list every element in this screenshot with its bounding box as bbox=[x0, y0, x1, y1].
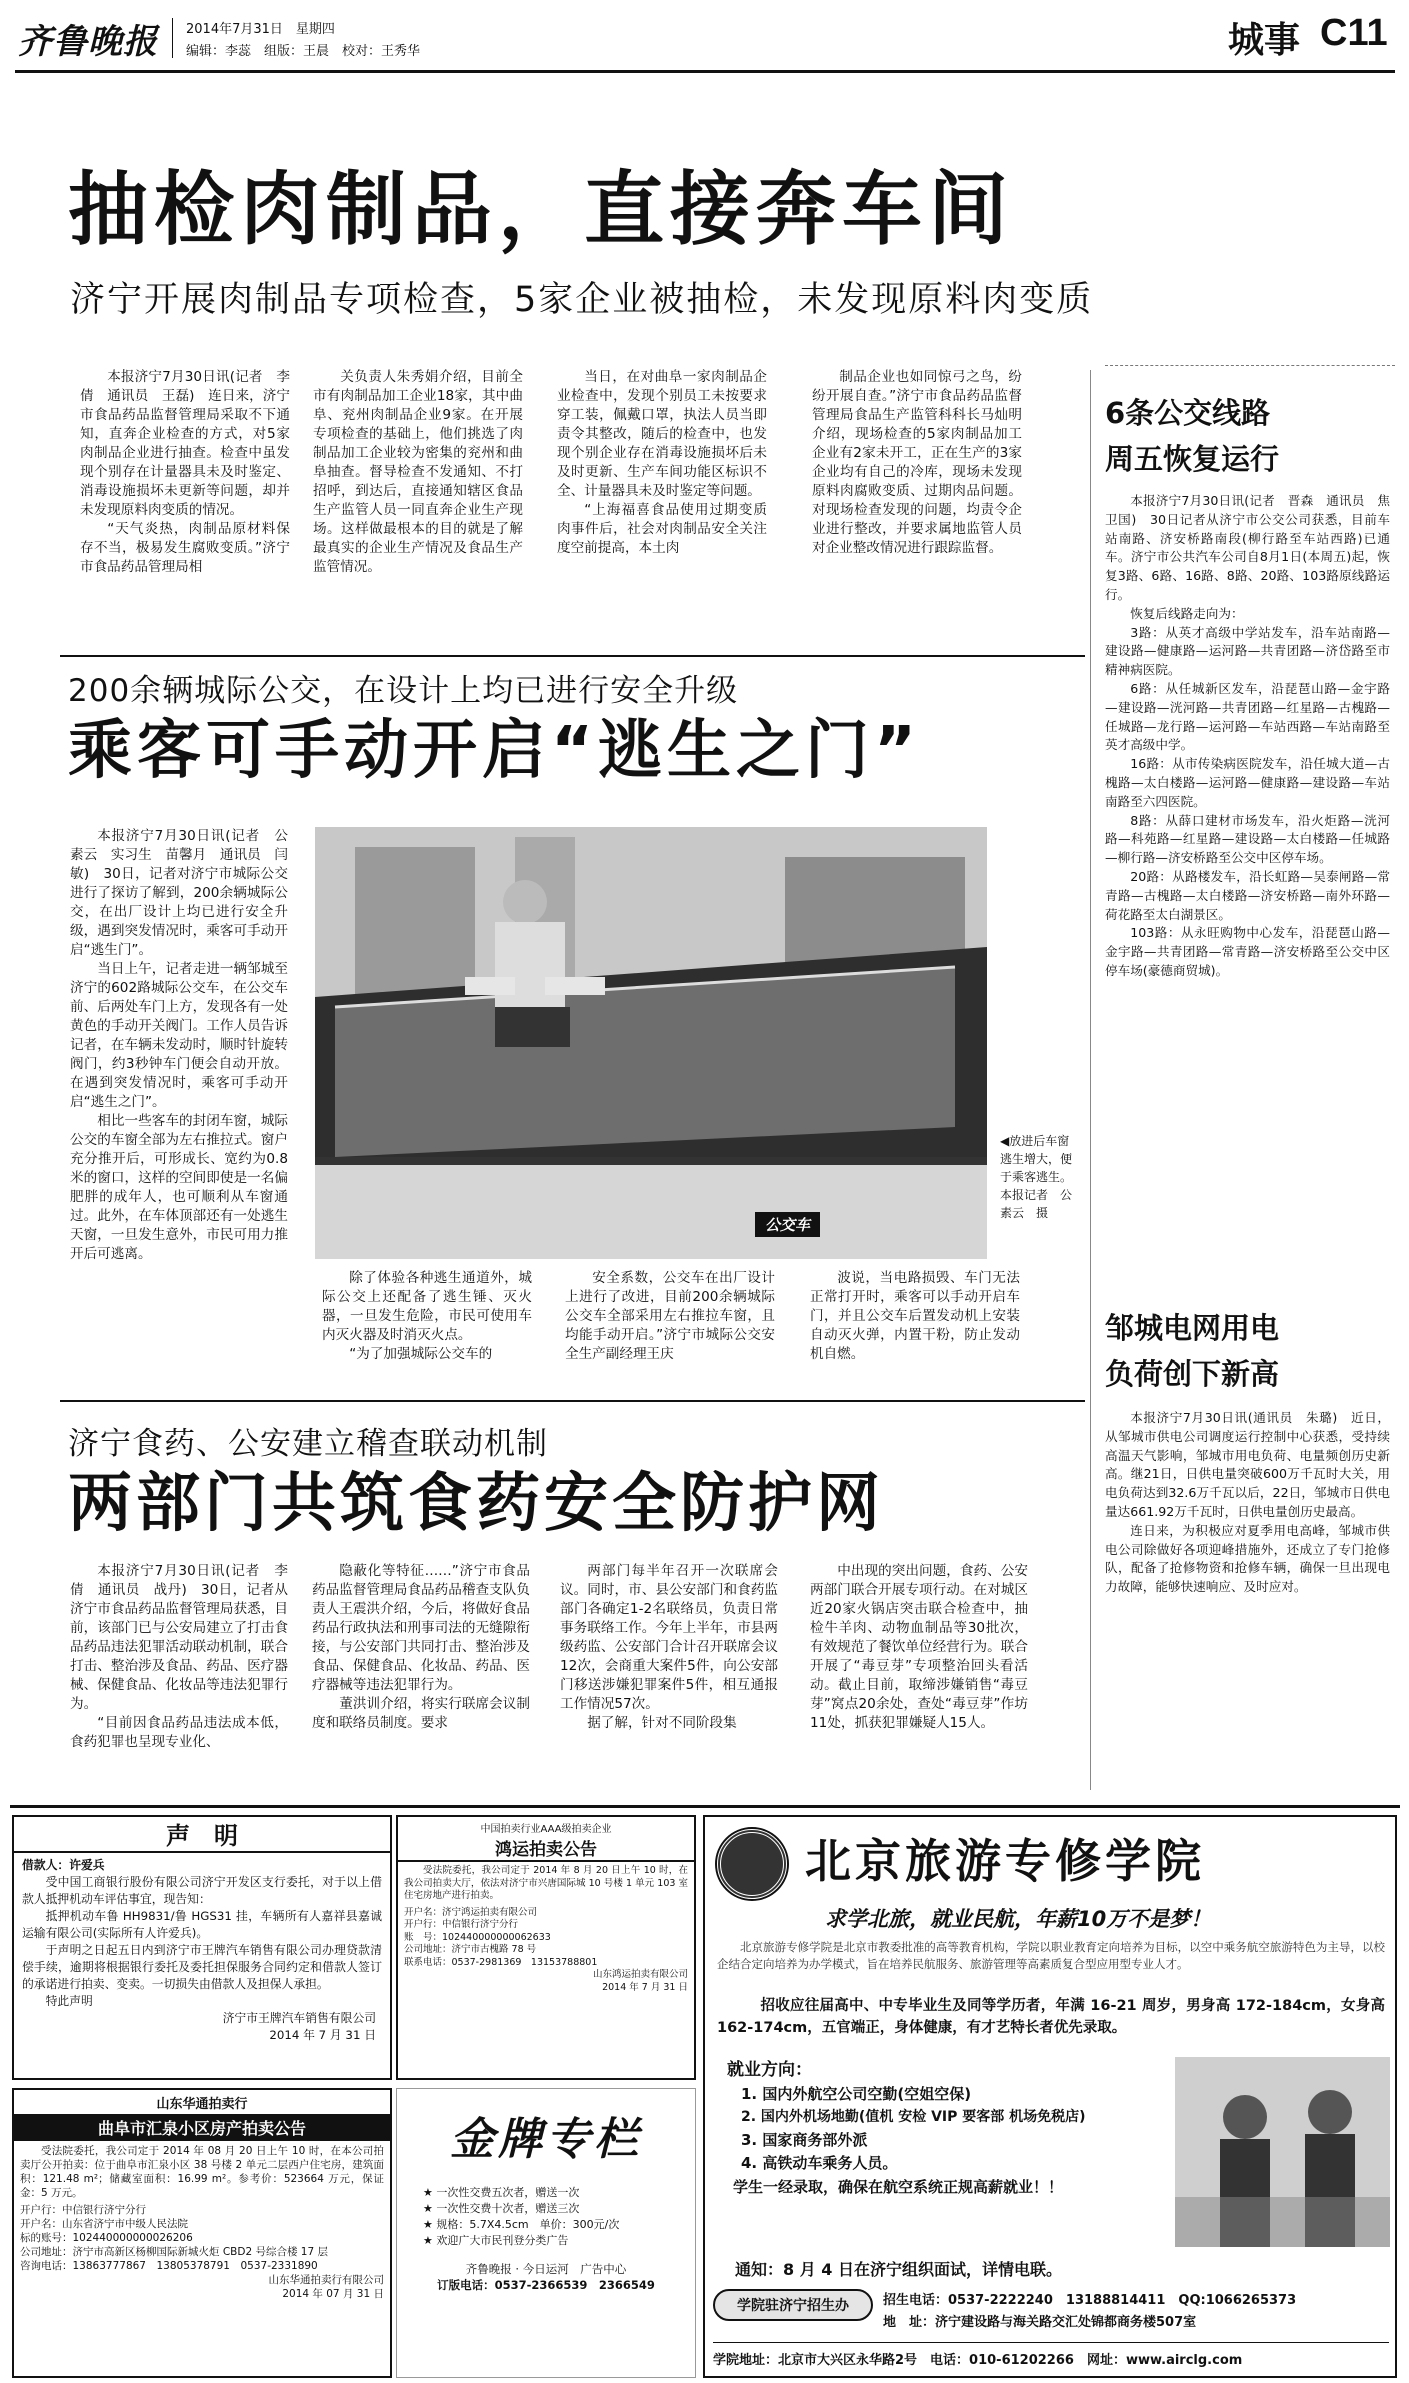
school-logo bbox=[717, 1829, 787, 1899]
ad-details: 开户行：中信银行济宁分行 开户名：山东省济宁市中级人民法院 标的账号：102440000000026206 公司地址：济宁市高新区杨柳国际新城火炬 CBD2 号综合楼 17 层 咨询电话：13863777867 13805378791 0537-2331890 山东华通拍卖行有限公司 2014 年 07 月 31 日 bbox=[20, 2204, 384, 2300]
side-body: 本报济宁7月30日讯(通讯员 朱璐) 近日，从邹城市供电公司调度运行控制中心获悉，受持续高温天气影响，邹城市用电负荷、电量频创历史新高。继21日，日供电量突破600万千瓦时大关，用电负荷达到32.6万千瓦以后，22日，邹城市日供电量达661.92万千瓦时，日供电量创历史最高。 连日来，为积极应对夏季用电高峰，邹城市供电公司除做好各项迎峰措施外，还成立了专门抢修队，配备了抢修物资和抢修车辆，确保一旦出现电力故障，能够快速响应、及时应对。 bbox=[1105, 1410, 1390, 1595]
school-enrollment: 招收应往届高中、中专毕业生及同等学历者，年满 16-21 周岁，男身高 172-184cm，女身高 162-174cm，五官端正，身体健康，有才艺特长者优先录取。 bbox=[717, 1998, 1385, 2036]
news-photo-bus-window bbox=[315, 827, 987, 1259]
school-name: 北京旅游专修学院 bbox=[805, 1834, 1205, 1888]
newspaper-logo: 齐鲁晚报 bbox=[18, 22, 158, 62]
ad-title: 鸿运拍卖公告 bbox=[398, 1835, 694, 1862]
ad-body: 受法院委托，我公司定于 2014 年 8 月 20 日上午 10 时，在我公司拍卖大厅，依法对济宁市兴唐国际城 10 号楼 1 单元 103 室住宅房地产进行拍卖。 bbox=[404, 1865, 688, 1901]
admission-phone: 招生电话：0537-2222240 13188814411 QQ:1066265373 bbox=[883, 2293, 1297, 2308]
side-top-rule bbox=[1105, 365, 1395, 366]
ad-auction-huatong bbox=[12, 2088, 392, 2378]
ad-declaration bbox=[12, 1815, 392, 2080]
article-column: 本报济宁7月30日讯(记者 李倩 通讯员 战丹) 30日，记者从济宁市食品药品监督管理局获悉，目前，该部门已与公安局建立了打击食品药品违法犯罪活动联动机制，联合打击、整治涉及食品、药品、医疗器械、保健食品、化妆品等违法犯罪行为。 “目前因食品药品违法成本低，食药犯罪也呈现专业化、 bbox=[70, 1563, 288, 1750]
headline: 乘客可手动开启“逃生之门” bbox=[68, 714, 922, 788]
ad-auction-hongyun bbox=[396, 1815, 696, 2080]
side-article-power-load bbox=[1105, 1305, 1390, 1597]
masthead-rule bbox=[15, 70, 1395, 73]
article-column: 中出现的突出问题，食药、公安两部门联合开展专项行动。在对城区近20家火锅店突击联合检查中，抽检牛羊肉、动物血制品等30批次，有效规范了餐饮单位经营行为。联合开展了“毒豆芽”专项整治回头看活动。截止目前，取缔涉嫌销售“毒豆芽”窝点20余处，查处“毒豆芽”作坊11处，抓获犯罪嫌疑人15人。 bbox=[810, 1563, 1028, 1731]
school-intro: 北京旅游专修学院是北京市教委批准的高等教育机构，学院以职业教育定向培养为目标，以空中乘务航空旅游特色为主导，以校企结合定向培养为办学模式，旨在培养民航服务、旅游管理等高素质复合型应用型专业人才。 bbox=[717, 1940, 1385, 1971]
ads-rule bbox=[10, 1805, 1400, 1808]
article-column: 波说，当电路损毁、车门无法正常打开时，乘客可以手动开启车门，并且公交车后置发动机上安装自动灭火弹，内置干粉，防止发动机自燃。 bbox=[810, 1270, 1020, 1362]
masthead-divider bbox=[172, 18, 173, 58]
editor-credits: 编辑：李蕊 组版：王晨 校对：王秀华 bbox=[186, 44, 421, 59]
side-headline: 负荷创下新高 bbox=[1105, 1357, 1280, 1391]
ad-body: 受法院委托，我公司定于 2014 年 08 月 20 日上午 10 时，在本公司拍卖厅公开拍卖：位于曲阜市汇泉小区 38 号楼 2 单元二层西户住宅房，建筑面积：121.48 m²；储藏室面积：16.99 m²。参考价：523664 万元，保证金：5 万元。 bbox=[20, 2145, 384, 2199]
kicker: 济宁食药、公安建立稽查联动机制 bbox=[68, 1426, 548, 1462]
ad-title: 声 明 bbox=[14, 1821, 390, 1853]
ad-org: 中国拍卖行业AAA级拍卖企业 bbox=[480, 1824, 612, 1835]
article-meat-inspection bbox=[60, 160, 1100, 620]
bus-sign: 公交车 bbox=[755, 1212, 820, 1237]
article-bus-escape bbox=[60, 655, 1085, 1365]
side-body: 本报济宁7月30日讯(记者 晋森 通讯员 焦卫国) 30日记者从济宁市公交公司获悉，目前车站南路、济安桥路南段(柳行路至车站西路)已通车。济宁市公共汽车公司自8月1日(本周五)起，恢复3路、6路、16路、8路、20路、103路原线路运行。 恢复后线路走向为： 3路：从英才高级中学站发车，沿车站南路—建设路—健康路—运河路—共青团路—济岱路至市精神病医院。 6路：从任城新区发车，沿琵琶山路—金宇路—建设路—洸河路—共青团路—红星路—古槐路—任城路—龙行路—运河路—车站西路—车站南路至英才高级中学。 16路：从市传染病医院发车，沿任城大道—古槐路—太白楼路—运河路—健康路—建设路—车站南路至六四医院。 8路：从薛口建材市场发车，沿火炬路—洸河路—科苑路—红星路—建设路—太白楼路—任城路—柳行路—济安桥路至公交中区停车场。 20路：从路楼发车，沿长虹路—吴泰闸路—常青路—古槐路—太白楼路—济安桥路—南外环路—荷花路至太白湖景区。 103路：从永旺购物中心发车，沿琵琶山路—金宇路—共青团路—常青路—济安桥路至公交中区停车场(豪德商贸城)。 bbox=[1105, 493, 1390, 978]
article-column: 除了体验各种逃生通道外，城际公交上还配备了逃生锤、灭火器，一旦发生危险，市民可使用车内灭火器及时消灭火点。 “为了加强城际公交车的 bbox=[322, 1270, 532, 1362]
headline: 两部门共筑食药安全防护网 bbox=[68, 1467, 884, 1541]
page-number: C11 bbox=[1320, 12, 1388, 54]
ad-gold-title: 金牌专栏 bbox=[450, 2114, 642, 2165]
ad-body: 借款人：许爱兵 受中国工商银行股份有限公司济宁开发区支行委托，对于以上借款人抵押机动车评估事宜，现告知： 抵押机动车鲁 HH9831/鲁 HGS31 挂，车辆所有人嘉祥县嘉诚运输有限公司(实际所有人许爱兵)。 于声明之日起五日内到济宁市王牌汽车销售有限公司办理贷款清偿手续，逾期将根据银行委托及委托担保服务合同约定和借款人签订的承诺进行拍卖、变卖。一切损失由借款人及担保人承担。 特此声明 济宁市王牌汽车销售有限公司 2014 年 7 月 31 日 bbox=[22, 1858, 382, 2042]
article-column: 两部门每半年召开一次联席会议。同时，市、县公安部门和食药监部门各确定1-2名联络员，负责日常事务联络工作。今年上半年，市县两级药监、公安部门合计召开联席会议12次，会商重大案件5件，向公安部门移送涉嫌犯罪案件5件，相互通报工作情况57次。 据了解，针对不同阶段集 bbox=[560, 1563, 778, 1731]
ad-gold-footer: 齐鲁晚报 · 今日运河 广告中心 bbox=[465, 2262, 627, 2276]
article-column: 制品企业也如同惊弓之鸟，纷纷开展自查。”济宁市食品药品监督管理局食品生产监管科科长马灿明介绍，现场检查的5家肉制品加工企业有2家未开工，正在生产的3家企业均有自己的冷库，现场未发现原料肉腐败变质、过期肉品问题。对现场检查发现的问题，均责令企业进行整改，并要求属地监管人员对企业整改情况进行跟踪监督。 bbox=[812, 369, 1022, 556]
article-column: 关负责人朱秀娟介绍，目前全市有肉制品加工企业18家，其中曲阜、兖州肉制品企业9家。在开展专项检查的基础上，他们挑选了肉制品加工企业较为密集的兖州和曲阜抽查。督导检查不发通知、不打招呼，到达后，直接通知辖区食品生产监管人员一同直奔企业生产现场。这样做最根本的目的就是了解最真实的企业生产情况及食品生产监管情况。 bbox=[313, 369, 523, 575]
photo-caption: ◀放进后车窗逃生增大，便于乘客逃生。本报记者 公素云 摄 bbox=[1000, 1134, 1073, 1220]
school-slogan: 求学北旅，就业民航，年薪10万不是梦！ bbox=[825, 1907, 1212, 1931]
ad-gold-items: ★ 一次性交费五次者，赠送一次 ★ 一次性交费十次者，赠送三次 ★ 规格：5.7X4.5cm 单价：300元/次 ★ 欢迎广大市民刊登分类广告 bbox=[423, 2186, 620, 2247]
ad-gold-phone: 订版电话：0537-2366539 2366549 bbox=[437, 2278, 655, 2292]
kicker: 200余辆城际公交，在设计上均已进行安全升级 bbox=[68, 673, 739, 709]
article-food-drug-police bbox=[60, 1400, 1085, 1800]
employment-directions: 就业方向： 1. 国内外航空公司空勤(空姐空保) 2. 国内外机场地勤(值机 安检 VIP 要客部 机场免税店) 3. 国家商务部外派 4. 高铁动车乘务人员。 学生一经录取，确保在航空系统正规高薪就业！！ bbox=[727, 2060, 1086, 2196]
flight-attendant-photo bbox=[1175, 2057, 1390, 2247]
admission-address: 地 址：济宁建设路与海关路交汇处锦都商务楼507室 bbox=[883, 2315, 1197, 2330]
side-headline: 周五恢复运行 bbox=[1105, 442, 1280, 476]
article-column: 当日，在对曲阜一家肉制品企业检查中，发现个别员工未按要求穿工装，佩戴口罩，执法人员当即责令其整改，随后的检查中，也发现个别企业存在消毒设施损坏后未及时更新、生产车间功能区标识不全、计量器具未及时鉴定等问题。 “上海福喜食品使用过期变质肉事件后，社会对肉制品安全关注度空前提高，本土肉 bbox=[557, 369, 767, 556]
ad-beijing-tourism-college bbox=[703, 1815, 1397, 2378]
headline: 抽检肉制品，直接奔车间 bbox=[68, 163, 1014, 256]
side-headline: 邹城电网用电 bbox=[1105, 1311, 1280, 1345]
interview-notice: 通知：8 月 4 日在济宁组织面试，详情电联。 bbox=[735, 2260, 1062, 2279]
article-column: 安全系数，公交车在出厂设计上进行了改进，目前200余辆城际公交车全部采用左右推拉车窗，且均能手动开启。”济宁市城际公交安全生产副经理王庆 bbox=[565, 1270, 775, 1362]
ad-gold-column bbox=[396, 2088, 696, 2378]
school-address: 学院地址：北京市大兴区永华路2号 电话：010-61202266 网址：www.airclg.com bbox=[713, 2342, 1389, 2368]
article-column: 本报济宁7月30日讯(记者 公素云 实习生 苗馨月 通讯员 闫敏) 30日，记者对济宁市城际公交进行了探访了解到，200余辆城际公交，在出厂设计上均已进行安全升级，遇到突发情况时，乘客可手动开启“逃生门”。 当日上午，记者走进一辆邹城至济宁的602路城际公交车，在公交车前、后两处车门上方，发现各有一处黄色的手动开关阀门。工作人员告诉记者，在车辆未发动时，顺时针旋转阀门，约3秒钟车门便会自动开放。在遇到突发情况时，乘客可手动开启“逃生之门”。 相比一些客车的封闭车窗，城际公交的车窗全部为左右推拉式。窗户充分推开后，可形成长、宽约为0.8米的窗口，这样的空间即使是一名偏肥胖的成年人，也可顺利从车窗通过。此外，在车体顶部还有一处逃生天窗，一旦发生意外，市民可用力推开后可逃离。 bbox=[70, 828, 288, 1262]
photo-illustration bbox=[315, 827, 987, 1259]
subheadline: 济宁开展肉制品专项检查，5家企业被抽检，未发现原料肉变质 bbox=[70, 280, 1094, 320]
side-headline: 6条公交线路 bbox=[1105, 396, 1271, 430]
ad-details: 开户名：济宁鸿运拍卖有限公司 开户行：中信银行济宁分行 账 号：102440000000062633 公司地址：济宁市古槐路 78 号 联系电话：0537-2981369 13153788801 山东鸿运拍卖有限公司 2014 年 7 月 31 日 bbox=[404, 1906, 688, 1993]
side-article-bus-lines bbox=[1105, 390, 1390, 981]
article-column: 本报济宁7月30日讯(记者 李倩 通讯员 王磊) 连日来，济宁市食品药品监督管理局采取不下通知，直奔企业检查的方式，对5家肉制品企业进行抽查。检查中虽发现个别存在计量器具未及时鉴定、消毒设施损坏未更新等问题，却并未发现原料肉变质的情况。 “天气炎热，肉制品原材料保存不当，极易发生腐败变质。”济宁市食品药品管理局相 bbox=[80, 369, 290, 575]
issue-date: 2014年7月31日 星期四 bbox=[186, 22, 335, 37]
ad-title: 曲阜市汇泉小区房产拍卖公告 bbox=[14, 2114, 390, 2141]
side-column-divider bbox=[1090, 370, 1091, 1790]
admission-office-tag: 学院驻济宁招生办 bbox=[713, 2289, 873, 2321]
section-name: 城事 bbox=[1228, 20, 1301, 61]
article-column: 隐蔽化等特征……”济宁市食品药品监督管理局食品药品稽查支队负责人王震洪介绍，今后，将做好食品药品行政执法和刑事司法的无缝隙衔接，与公安部门共同打击、整治涉及食品、保健食品、化妆品、药品、医疗器械等违法犯罪行为。 董洪训介绍，将实行联席会议制度和联络员制度。要求 bbox=[312, 1563, 530, 1731]
masthead bbox=[0, 0, 1409, 78]
ad-org: 山东华通拍卖行 bbox=[156, 2097, 248, 2112]
